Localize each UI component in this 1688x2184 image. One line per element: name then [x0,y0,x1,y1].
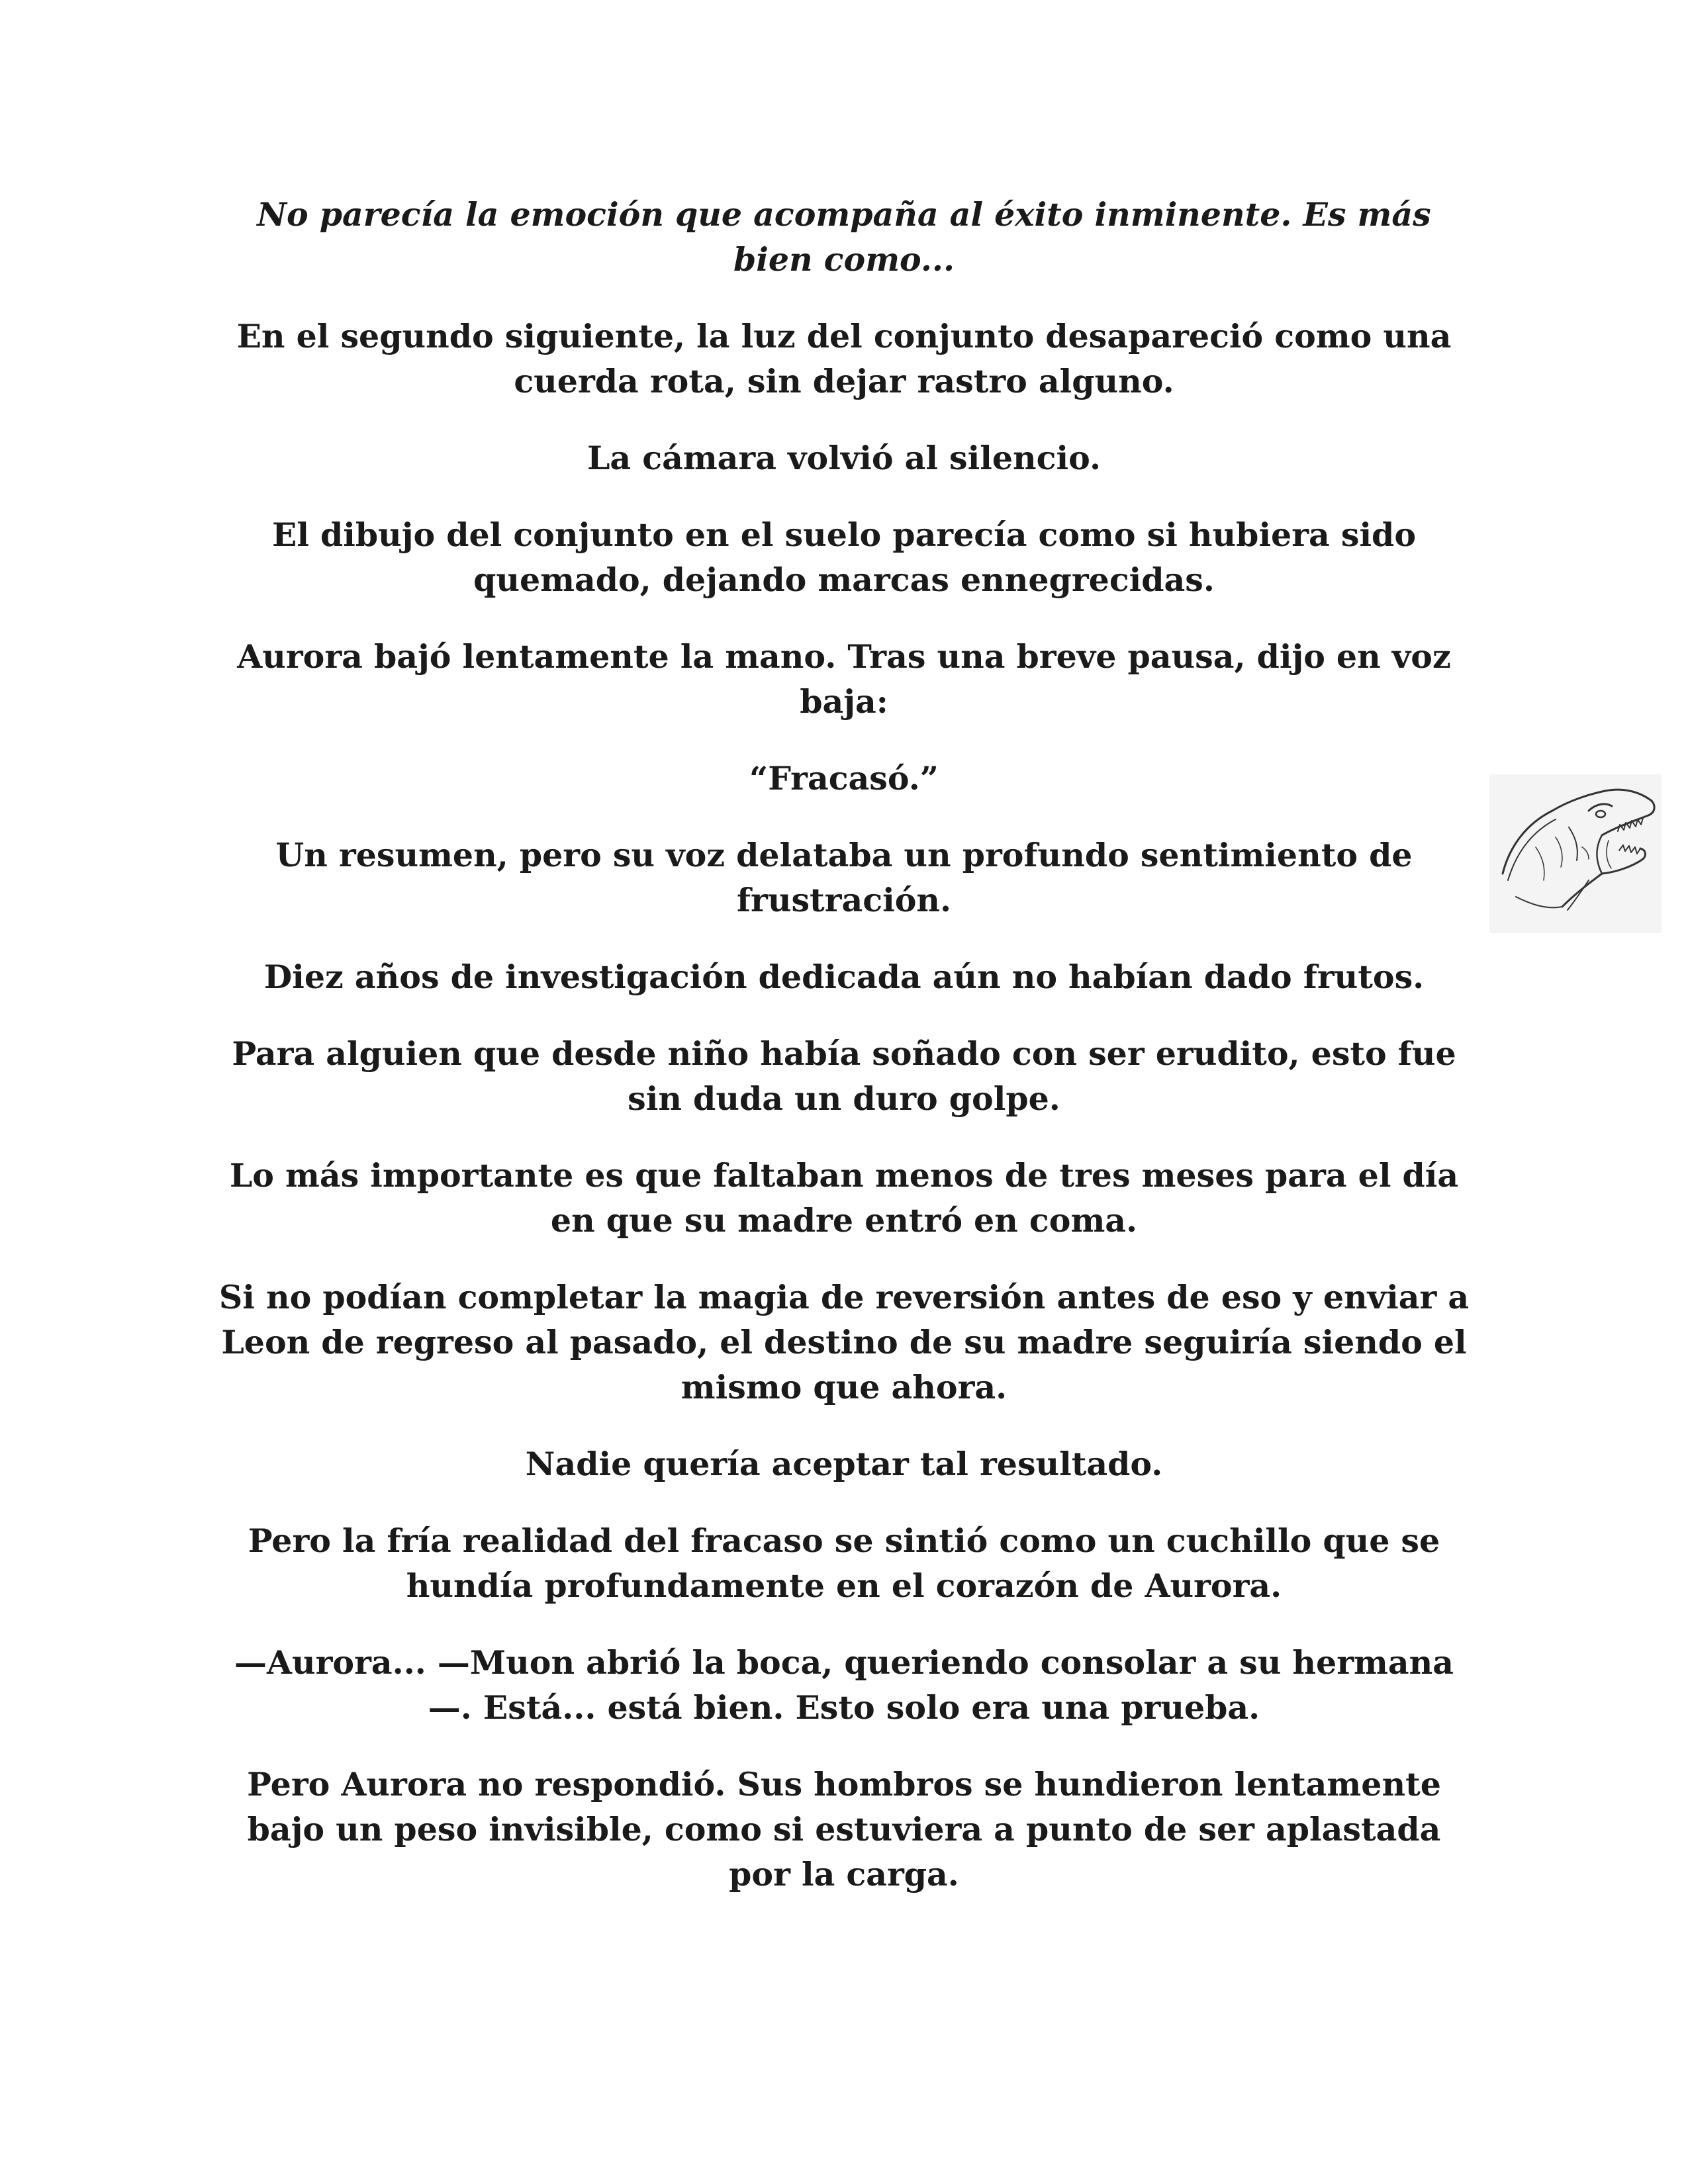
paragraph: Si no podían completar la magia de reversión antes de eso y enviar a Leon de regreso al pasado, el destino de su madre seguiría siendo el mismo que ahora. [218,1278,1470,1406]
paragraph: Pero la fría realidad del fracaso se sintió como un cuchillo que se hundía profundamente en el corazón de Aurora. [248,1522,1440,1605]
paragraph: La cámara volvió al silencio. [586,439,1102,477]
paragraph: Pero Aurora no respondió. Sus hombros se hundieron lentamente bajo un peso invisible, como si estuviera a punto de ser aplastada por la carga. [247,1765,1441,1893]
dinosaur-head-sketch-icon [1489,774,1662,933]
paragraph: “Fracasó.” [749,759,939,797]
paragraph: En el segundo siguiente, la luz del conjunto desapareció como una cuerda rota, sin dejar rastro alguno. [236,317,1452,400]
paragraph: Para alguien que desde niño había soñado con ser erudito, esto fue sin duda un duro golpe. [232,1034,1456,1118]
paragraph: Aurora bajó lentamente la mano. Tras una breve pausa, dijo en voz baja: [237,637,1451,721]
paragraph: Nadie quería aceptar tal resultado. [525,1445,1163,1483]
paragraph: Lo más importante es que faltaban menos de tres meses para el día en que su madre entró en coma. [229,1156,1459,1240]
paragraph: Un resumen, pero su voz delataba un profundo sentimiento de frustración. [275,836,1413,919]
paragraph: —Aurora... —Muon abrió la boca, queriendo consolar a su hermana—. Está... está bien. Esto solo era una prueba. [234,1643,1454,1727]
paragraph: El dibujo del conjunto en el suelo parecía como si hubiera sido quemado, dejando marcas ennegrecidas. [271,516,1416,599]
paragraph: Diez años de investigación dedicada aún no habían dado frutos. [263,958,1425,996]
document-body [218,192,1470,1929]
paragraph: No parecía la emoción que acompaña al éxito inminente. Es más bien como... [257,195,1431,279]
